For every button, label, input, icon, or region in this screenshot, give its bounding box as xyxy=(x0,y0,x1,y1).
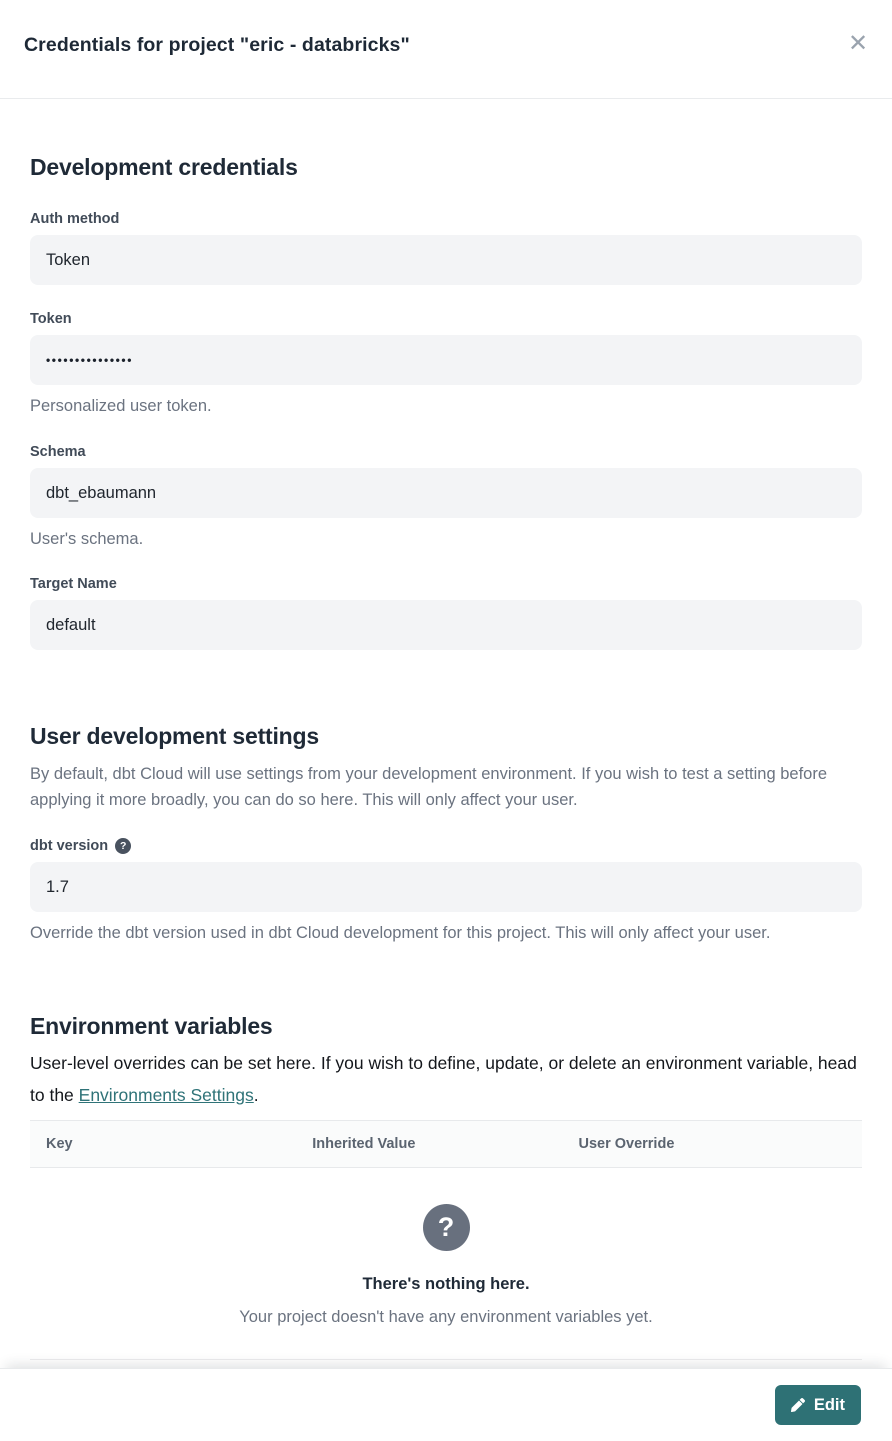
target-name-value: default xyxy=(46,615,96,634)
target-name-label: Target Name xyxy=(30,576,117,592)
column-header-key: Key xyxy=(30,1121,296,1168)
modal-header xyxy=(0,0,892,99)
dbt-version-group xyxy=(30,837,862,943)
dbt-version-helper-text: Override the dbt version used in dbt Cloud development for this project. This will only affect your user. xyxy=(30,924,771,942)
auth-method-group xyxy=(30,210,862,285)
token-helper-text: Personalized user token. xyxy=(30,397,212,415)
section-divider xyxy=(30,1359,862,1360)
help-icon-glyph: ? xyxy=(119,840,127,852)
empty-state-title: There's nothing here. xyxy=(362,1275,530,1293)
column-header-inherited-value: Inherited Value xyxy=(296,1121,562,1168)
help-icon[interactable] xyxy=(115,838,131,854)
column-header-user-override: User Override xyxy=(562,1121,862,1168)
modal-content xyxy=(0,152,892,1360)
pencil-icon xyxy=(791,1398,805,1412)
question-mark-icon xyxy=(423,1204,470,1251)
modal-footer xyxy=(0,1368,892,1441)
schema-input[interactable] xyxy=(30,468,862,518)
close-button[interactable] xyxy=(844,30,872,58)
token-label: Token xyxy=(30,311,72,327)
environment-variables-table xyxy=(30,1120,862,1168)
dbt-version-value: 1.7 xyxy=(46,877,69,896)
edit-button-label: Edit xyxy=(813,1395,845,1414)
schema-label: Schema xyxy=(30,444,86,460)
token-masked-value: ••••••••••••••• xyxy=(46,353,134,367)
auth-method-label: Auth method xyxy=(30,211,120,227)
empty-state xyxy=(30,1168,862,1327)
user-dev-settings-description: By default, dbt Cloud will use settings from your development environment. If you wish to test a setting before applying it more broadly, you can do so here. This will only affect your user. xyxy=(30,765,827,809)
environments-settings-link[interactable]: Environments Settings xyxy=(78,1085,254,1105)
target-name-group xyxy=(30,575,862,650)
target-name-input[interactable] xyxy=(30,600,862,650)
env-description-text: User-level overrides can be set here. If you wish to define, update, or delete an environment variable, head to the xyxy=(30,1053,857,1105)
auth-method-input[interactable] xyxy=(30,235,862,285)
empty-state-subtitle: Your project doesn't have any environment variables yet. xyxy=(239,1308,653,1326)
token-input[interactable] xyxy=(30,335,862,385)
dbt-version-label xyxy=(30,837,862,855)
environment-variables-description xyxy=(30,1047,862,1111)
dbt-version-input[interactable] xyxy=(30,862,862,912)
table-header-row xyxy=(30,1121,862,1168)
modal-title: Credentials for project "eric - databricks" xyxy=(24,34,410,56)
schema-value: dbt_ebaumann xyxy=(46,483,157,502)
token-group xyxy=(30,310,862,416)
schema-group xyxy=(30,443,862,549)
environment-variables-heading: Environment variables xyxy=(30,1013,273,1039)
close-icon: ✕ xyxy=(847,30,869,57)
dbt-version-label-text: dbt version xyxy=(30,838,109,854)
edit-button[interactable] xyxy=(775,1385,861,1425)
schema-helper-text: User's schema. xyxy=(30,530,144,548)
env-description-period: . xyxy=(253,1085,259,1105)
auth-method-value: Token xyxy=(46,250,91,269)
user-dev-settings-heading: User development settings xyxy=(30,723,319,749)
dev-credentials-heading: Development credentials xyxy=(30,154,298,180)
question-mark-glyph: ? xyxy=(437,1212,455,1242)
